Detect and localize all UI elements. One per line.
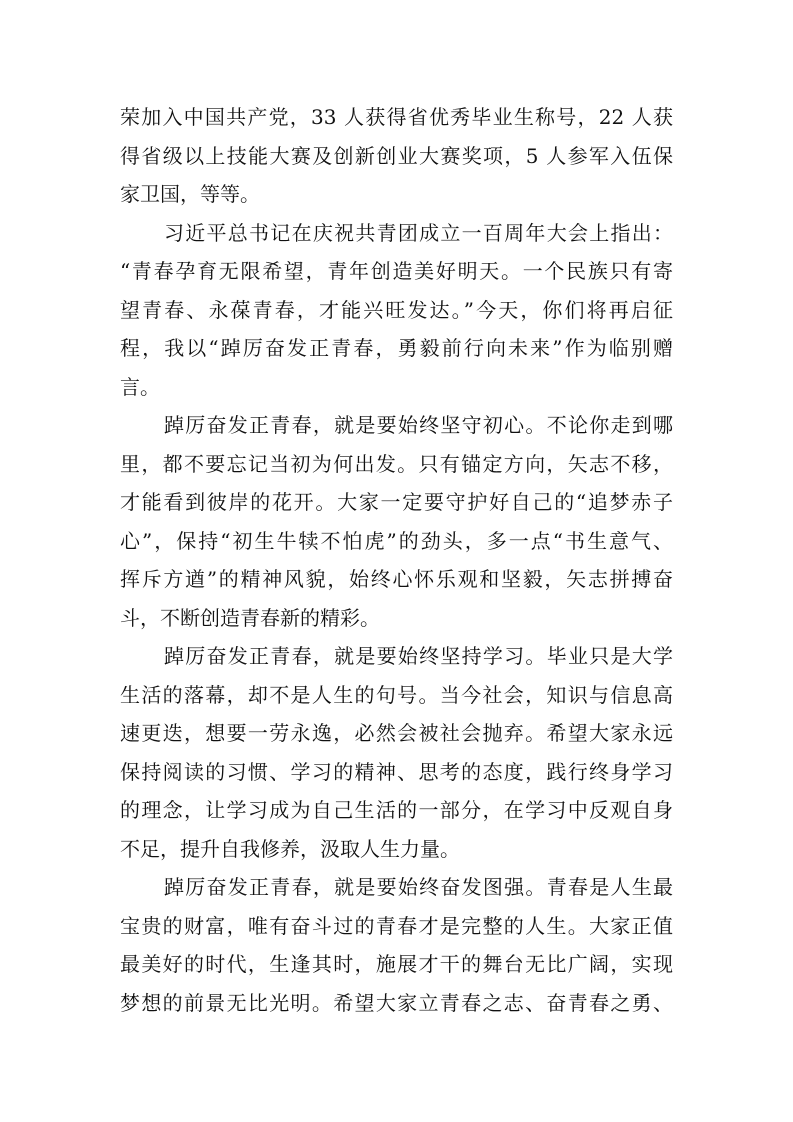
text-line: 挥斥方遒”的精神风貌，始终心怀乐观和坚毅，矢志拼搏奋 — [120, 567, 673, 591]
paragraph — [120, 214, 673, 407]
document-page — [120, 98, 673, 1022]
text-line: 不足，提升自我修养，汲取人生力量。 — [120, 836, 460, 861]
text-line: 踔厉奋发正青春，就是要始终奋发图强。青春是人生最 — [164, 875, 673, 899]
text-line: 言。 — [120, 374, 160, 399]
text-line: 程，我以“踔厉奋发正青春，勇毅前行向未来”作为临别赠 — [120, 336, 673, 360]
text-line: 梦想的前景无比光明。希望大家立青春之志、奋青春之勇、 — [120, 990, 673, 1015]
text-line: 得省级以上技能大赛及创新创业大赛奖项，5 人参军入伍保 — [120, 143, 673, 168]
text-line: 荣加入中国共产党，33 人获得省优秀毕业生称号，22 人获 — [120, 105, 673, 129]
text-line: 望青春、永葆青春，才能兴旺发达。”今天，你们将再启征 — [120, 297, 673, 322]
text-line: 的理念，让学习成为自己生活的一部分，在学习中反观自身 — [120, 798, 673, 822]
text-line: 才能看到彼岸的花开。大家一定要守护好自己的“追梦赤子 — [120, 490, 673, 514]
text-line: 家卫国，等等。 — [120, 182, 260, 206]
text-line: 速更迭，想要一劳永逸，必然会被社会抛弃。希望大家永远 — [120, 721, 673, 745]
paragraph — [120, 868, 673, 1022]
text-line: 踔厉奋发正青春，就是要始终坚持学习。毕业只是大学 — [164, 644, 673, 668]
text-line: 生活的落幕，却不是人生的句号。当今社会，知识与信息高 — [120, 682, 673, 707]
text-line: “青春孕育无限希望，青年创造美好明天。一个民族只有寄 — [120, 259, 673, 283]
text-line: 里，都不要忘记当初为何出发。只有锚定方向，矢志不移， — [120, 451, 673, 476]
paragraph — [120, 406, 673, 637]
text-line: 斗，不断创造青春新的精彩。 — [120, 605, 380, 630]
text-line: 踔厉奋发正青春，就是要始终坚守初心。不论你走到哪 — [164, 413, 673, 437]
paragraph — [120, 98, 673, 214]
text-line: 保持阅读的习惯、学习的精神、思考的态度，践行终身学习 — [120, 759, 673, 784]
paragraph — [120, 637, 673, 868]
text-line: 最美好的时代，生逢其时，施展才干的舞台无比广阔，实现 — [120, 952, 673, 976]
text-line: 宝贵的财富，唯有奋斗过的青春才是完整的人生。大家正值 — [120, 913, 673, 938]
text-line: 心”，保持“初生牛犊不怕虎”的劲头，多一点“书生意气、 — [120, 528, 673, 553]
text-line: 习近平总书记在庆祝共青团成立一百周年大会上指出： — [164, 220, 673, 245]
